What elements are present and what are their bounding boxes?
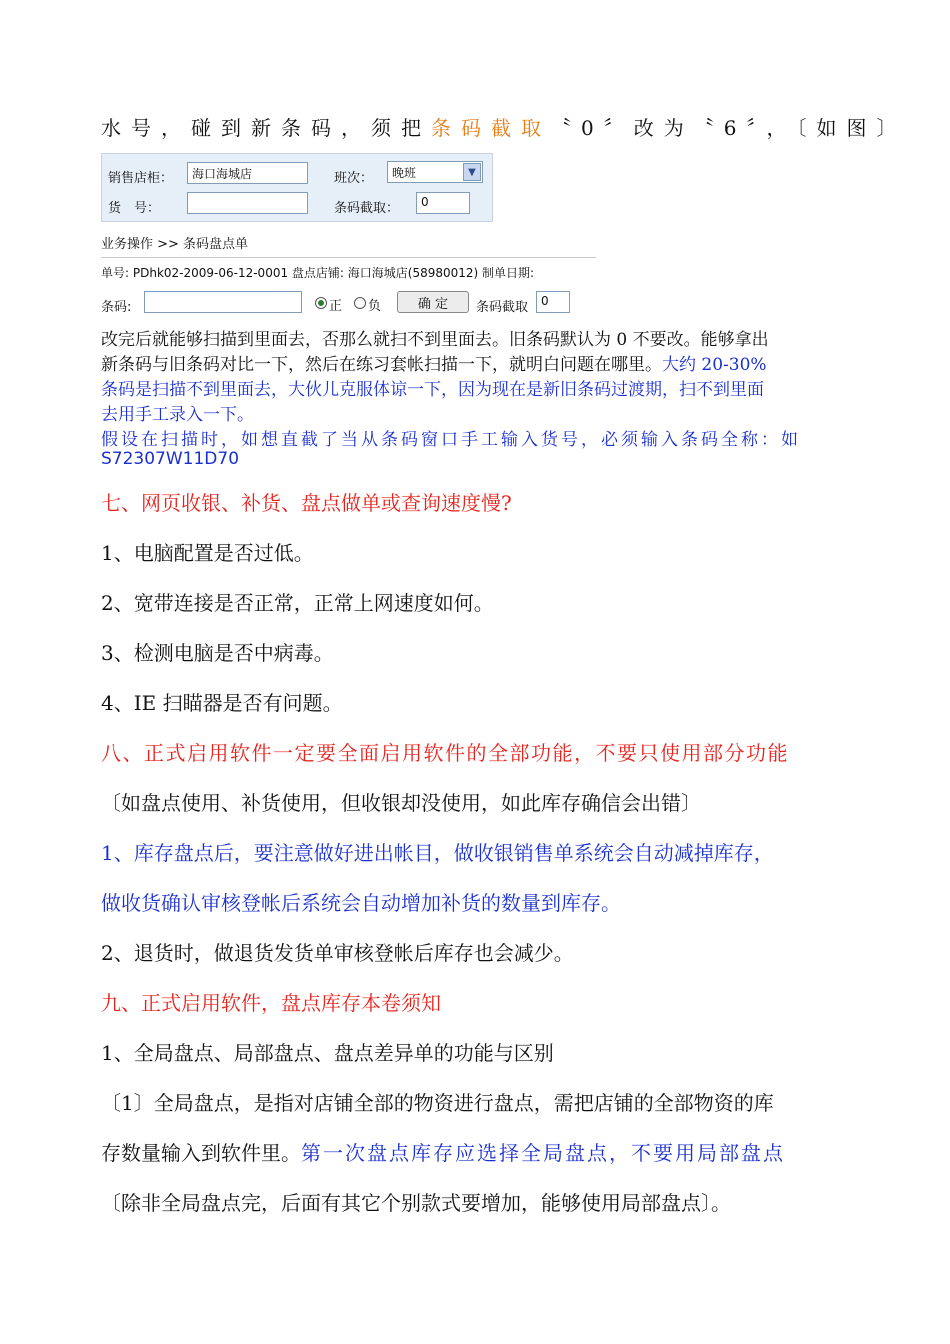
breadcrumb: 业务操作 >> 条码盘点单 — [101, 237, 249, 252]
barcode-label: 条码: — [101, 300, 132, 315]
radio-positive[interactable] — [315, 297, 327, 309]
section9-para-line2-highlight: 第一次盘点库存应选择全局盘点，不要用局部盘点 — [301, 1141, 785, 1165]
para1-line2 — [101, 350, 852, 375]
para1-barcode-example: S72307W11D70 — [101, 449, 240, 469]
section8-item2: 2、退货时，做退货发货单审核登帐后库存也会减少。 — [101, 941, 574, 965]
document-info: 单号: PDhk02-2009-06-12-0001 盘点店铺: 海口海城店(58980012) 制单日期: — [101, 266, 535, 280]
divider — [101, 257, 596, 258]
barcode-cut-input-2[interactable]: 0 — [536, 291, 570, 313]
confirm-button[interactable]: 确 定 — [397, 291, 469, 313]
section8-title: 八、正式启用软件一定要全面启用软件的全部功能，不要只使用部分功能 — [101, 741, 789, 765]
top-line-text: 水号，碰到新条码，须把 — [101, 116, 431, 140]
para1-line1: 改完后就能够扫描到里面去，否那么就扫不到里面去。旧条码默认为 0 不要改。能够拿出 — [101, 330, 769, 350]
top-instruction-line — [101, 112, 907, 141]
store-input[interactable]: 海口海城店 — [187, 162, 308, 184]
para1-line3: 条码是扫描不到里面去，大伙儿克服体谅一下，因为现在是新旧条码过渡期，扫不到里面 — [101, 380, 764, 400]
barcode-count-form-screenshot — [101, 222, 596, 322]
store-label: 销售店柜： — [108, 171, 174, 186]
section9-para-line1: 〔1〕全局盘点，是指对店铺全部的物资进行盘点，需把店铺的全部物资的库 — [101, 1091, 774, 1115]
radio-negative-label: 负 — [368, 299, 382, 314]
section7-item-1: 1、电脑配置是否过低。 — [101, 541, 314, 565]
section7-title: 七、网页收银、补货、盘点做单或查询速度慢? — [101, 491, 512, 515]
radio-positive-label: 正 — [329, 299, 343, 314]
section8-item1-line2: 做收货确认审核登帐后系统会自动增加补货的数量到库存。 — [101, 891, 621, 915]
para1-line4: 去用手工录入一下。 — [101, 405, 254, 425]
sales-form-screenshot — [101, 153, 493, 222]
para1-line5: 假设在扫描时，如想直截了当从条码窗口手工输入货号，必须输入条码全称：如 — [101, 430, 801, 450]
section9-para-line3: 〔除非全局盘点完，后面有其它个别款式要增加，能够使用局部盘点〕。 — [101, 1191, 731, 1215]
section9-para-line2-text: 存数量输入到软件里。 — [101, 1141, 301, 1165]
barcode-cut-label: 条码截取： — [334, 201, 400, 216]
section7-item-3: 3、检测电脑是否中病毒。 — [101, 641, 334, 665]
shift-select-value: 晚班 — [392, 166, 417, 180]
barcode-cut-label-2: 条码截取 — [476, 300, 529, 315]
section9-title: 九、正式启用软件，盘点库存本卷须知 — [101, 991, 441, 1015]
section9-subtitle: 1、全局盘点、局部盘点、盘点差异单的功能与区别 — [101, 1041, 554, 1065]
shift-label: 班次： — [334, 171, 374, 186]
para1-line2-highlight: 大约 20-30% — [662, 355, 767, 375]
item-number-input[interactable] — [187, 192, 308, 214]
section7-item-4: 4、IE 扫瞄器是否有问题。 — [101, 691, 343, 715]
top-line-text-end: 〝0〞改为〝6〞，〔如图〕 — [551, 116, 907, 140]
section9-para-line2 — [101, 1137, 852, 1166]
barcode-cut-highlight: 条码截取 — [431, 116, 551, 140]
item-number-label: 货 号： — [108, 201, 161, 216]
barcode-input[interactable] — [144, 291, 302, 313]
chevron-down-icon[interactable]: ▼ — [463, 163, 481, 181]
section8-item1-line1: 1、库存盘点后，要注意做好进出帐目，做收银销售单系统会自动减掉库存， — [101, 841, 774, 865]
barcode-cut-input[interactable]: 0 — [416, 192, 470, 214]
radio-negative[interactable] — [354, 297, 366, 309]
para1-line2-text: 新条码与旧条码对比一下，然后在练习套帐扫描一下，就明白问题在哪里。 — [101, 355, 662, 375]
section8-note: 〔如盘点使用、补货使用，但收银却没使用，如此库存确信会出错〕 — [101, 791, 701, 815]
section7-item-2: 2、宽带连接是否正常，正常上网速度如何。 — [101, 591, 494, 615]
